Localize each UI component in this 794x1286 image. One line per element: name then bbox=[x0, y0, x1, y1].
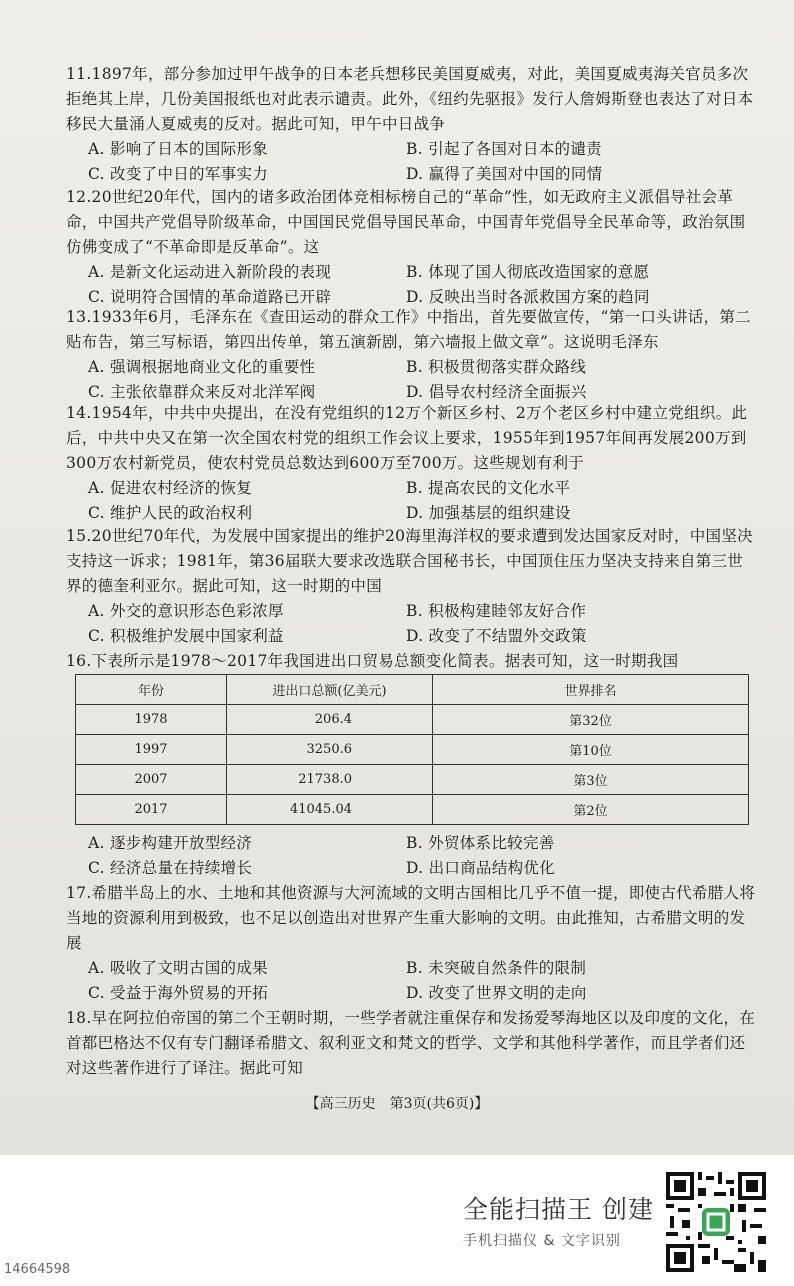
cell-rank: 第2位 bbox=[433, 795, 749, 825]
question-stem: 16.下表所示是1978～2017年我国进出口贸易总额变化简表。据表可知，这一时期我国 bbox=[66, 652, 679, 670]
option-a: A. 影响了日本的国际形象 bbox=[88, 140, 268, 158]
cell-total: 206.4 bbox=[227, 705, 433, 735]
scanner-brand: 全能扫描王 创建 bbox=[463, 1195, 654, 1224]
table-row bbox=[76, 795, 749, 825]
option-b: B. 体现了国人彻底改造国家的意愿 bbox=[406, 263, 650, 281]
option-a: A. 强调根据地商业文化的重要性 bbox=[88, 358, 316, 376]
watermark-id: 14664598 bbox=[4, 1262, 71, 1277]
option-a: A. 吸收了文明古国的成果 bbox=[88, 959, 268, 977]
option-d: D. 反映出当时各派救国方案的趋同 bbox=[406, 288, 650, 306]
table-row bbox=[76, 765, 749, 795]
cell-year: 1997 bbox=[76, 735, 227, 765]
question-15 bbox=[66, 524, 756, 649]
scanner-subtitle: 手机扫描仪 & 文字识别 bbox=[463, 1233, 621, 1249]
option-d: D. 倡导农村经济全面振兴 bbox=[406, 383, 587, 401]
option-c: C. 积极维护发展中国家利益 bbox=[88, 627, 284, 645]
cell-year: 1978 bbox=[76, 705, 227, 735]
option-c: C. 维护人民的政治权利 bbox=[88, 504, 253, 522]
option-b: B. 积极贯彻落实群众路线 bbox=[406, 358, 587, 376]
option-c: C. 改变了中日的军事实力 bbox=[88, 165, 269, 183]
option-d: D. 改变了世界文明的走向 bbox=[406, 984, 587, 1002]
question-stem: 14.1954年，中共中央提出，在没有党组织的12万个新区乡村、2万个老区乡村中建立党组织。此后，中共中央又在第一次全国农村党的组织工作会议上要求，1955年到1957年间再发展200万到300万农村新党员，使农村党员总数达到600万至700万。这些规划有利于 bbox=[66, 404, 748, 472]
option-a: A. 促进农村经济的恢复 bbox=[88, 479, 253, 497]
question-stem: 15.20世纪70年代，为发展中国家提出的维护20海里海洋权的要求遭到发达国家反对时，中国坚决支持这一诉求；1981年，第36届联大要求改选联合国秘书长，中国顶住压力坚决支持来自第三世界的德奎利亚尔。据此可知，这一时期的中国 bbox=[66, 527, 753, 595]
question-13 bbox=[66, 305, 756, 405]
cell-year: 2007 bbox=[76, 765, 227, 795]
cell-rank: 第10位 bbox=[433, 735, 749, 765]
table-row bbox=[76, 705, 749, 735]
option-b: B. 未突破自然条件的限制 bbox=[406, 959, 587, 977]
option-c: C. 主张依靠群众来反对北洋军阀 bbox=[88, 383, 316, 401]
question-12 bbox=[66, 185, 756, 310]
cell-total: 3250.6 bbox=[227, 735, 433, 765]
question-16-options bbox=[66, 831, 756, 881]
option-b: B. 引起了各国对日本的谴责 bbox=[406, 140, 602, 158]
question-stem: 11.1897年，部分参加过甲午战争的日本老兵想移民美国夏威夷，对此，美国夏威夷海关官员多次拒绝其上岸，几份美国报纸也对此表示谴责。此外，《纽约先驱报》发行人詹姆斯登也表达了对日本移民大量涌人夏威夷的反对。据此可知，甲午中日战争 bbox=[66, 65, 754, 133]
trade-table bbox=[75, 674, 749, 825]
page-footer: 【高三历史 第3页(共6页)】 bbox=[305, 1096, 489, 1112]
option-d: D. 改变了不结盟外交政策 bbox=[406, 627, 587, 645]
question-stem: 17.希腊半岛上的水、土地和其他资源与大河流域的文明古国相比几乎不值一提，即使古代希腊人将当地的资源利用到极致，也不足以创造出对世界产生重大影响的文明。由此推知，古希腊文明的发展 bbox=[66, 884, 756, 952]
header-rank: 世界排名 bbox=[433, 675, 749, 705]
qr-code-icon bbox=[666, 1172, 766, 1272]
option-c: C. 经济总量在持续增长 bbox=[88, 859, 253, 877]
question-stem: 13.1933年6月，毛泽东在《查田运动的群众工作》中指出，首先要做宣传，“第一口头讲话，第二贴布告，第三写标语，第四出传单，第五演新剧，第六墙报上做文章”。这说明毛泽东 bbox=[66, 308, 751, 351]
option-c: C. 说明符合国情的革命道路已开辟 bbox=[88, 288, 332, 306]
question-16 bbox=[66, 649, 756, 674]
option-b: B. 外贸体系比较完善 bbox=[406, 834, 555, 852]
option-b: B. 提高农民的文化水平 bbox=[406, 479, 571, 497]
option-a: A. 是新文化运动进入新阶段的表现 bbox=[88, 263, 332, 281]
option-c: C. 受益于海外贸易的开拓 bbox=[88, 984, 269, 1002]
table-row bbox=[76, 735, 749, 765]
cell-rank: 第3位 bbox=[433, 765, 749, 795]
cell-total: 41045.04 bbox=[227, 795, 433, 825]
options bbox=[66, 260, 756, 310]
options bbox=[66, 831, 756, 881]
table-header-row bbox=[76, 675, 749, 705]
option-d: D. 出口商品结构优化 bbox=[406, 859, 556, 877]
question-stem: 12.20世纪20年代，国内的诸多政治团体竞相标榜自己的“革命”性，如无政府主义派倡导社会革命，中国共产党倡导阶级革命，中国国民党倡导国民革命，中国青年党倡导全民革命等，政治氛围仿佛变成了“不革命即是反革命”。这 bbox=[66, 188, 746, 256]
question-11 bbox=[66, 62, 756, 187]
header-total: 进出口总额(亿美元) bbox=[227, 675, 433, 705]
cell-rank: 第32位 bbox=[433, 705, 749, 735]
question-14 bbox=[66, 401, 756, 526]
question-17 bbox=[66, 881, 756, 1006]
option-d: D. 加强基层的组织建设 bbox=[406, 504, 571, 522]
header-year: 年份 bbox=[76, 675, 227, 705]
options bbox=[66, 956, 756, 1006]
cell-year: 2017 bbox=[76, 795, 227, 825]
question-18 bbox=[66, 1006, 756, 1081]
options bbox=[66, 137, 756, 187]
question-stem: 18.早在阿拉伯帝国的第二个王朝时期，一些学者就注重保存和发扬爱琴海地区以及印度的文化，在首都巴格达不仅有专门翻译希腊文、叙利亚文和梵文的哲学、文学和其他科学著作，而且学者们还对这些著作进行了译注。据此可知 bbox=[66, 1009, 756, 1077]
option-a: A. 外交的意识形态色彩浓厚 bbox=[88, 602, 284, 620]
option-a: A. 逐步构建开放型经济 bbox=[88, 834, 253, 852]
options bbox=[66, 355, 756, 405]
option-d: D. 赢得了美国对中国的同情 bbox=[406, 165, 603, 183]
cell-total: 21738.0 bbox=[227, 765, 433, 795]
options bbox=[66, 599, 756, 649]
options bbox=[66, 476, 756, 526]
option-b: B. 积极构建睦邻友好合作 bbox=[406, 602, 587, 620]
